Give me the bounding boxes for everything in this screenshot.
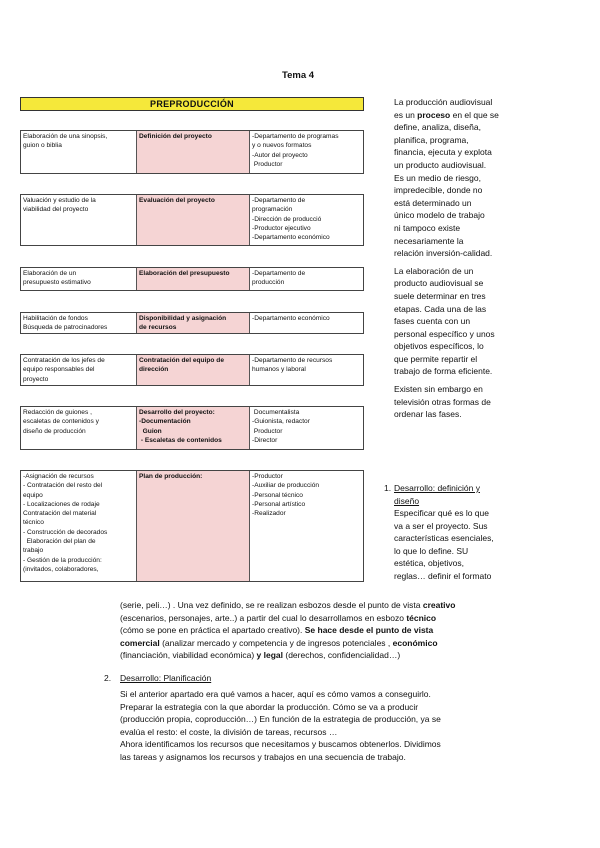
cell-line: Búsqueda de patrocinadores	[23, 324, 108, 332]
cell-line: -Departamento económico	[252, 315, 330, 322]
cell-line: y o nuevos formatos	[252, 142, 312, 150]
cell-line: viabilidad del proyecto	[23, 206, 89, 214]
cell-line: Elaboración del presupuesto	[139, 270, 230, 277]
section-1-continuation: (serie, peli…) . Una vez definido, se re realizan esbozos desde el punto de vista creativo (escenarios, personajes, arte..) a partir del cual lo desarrollamos en esbozo técnico (cómo se pone en práctica el apartado creativo). Se hace desde el punto de vista comercial (analizar mercado y competencia y de ingresos potenciales , económico (financiación, viabilidad económica) y legal (derechos, confidencialidad…)	[120, 600, 456, 661]
table-cell-col2	[137, 195, 250, 245]
cell-line: programación	[252, 206, 293, 214]
cell-line: -Departamento de recursos	[252, 357, 333, 364]
table-row	[20, 354, 364, 386]
cell-line: trabajo	[23, 547, 44, 555]
cell-line: Desarrollo del proyecto:	[139, 409, 215, 416]
cell-line: Elaboración de una sinopsis,	[23, 133, 108, 140]
table-cell-col2	[137, 471, 250, 581]
cell-line: -Departamento de	[252, 197, 306, 204]
cell-line: Documentalista	[252, 409, 300, 416]
side-text	[394, 96, 520, 426]
section-2-title: Desarrollo: Planificación	[120, 673, 212, 683]
table-row	[20, 194, 364, 246]
table-cell-col1	[21, 268, 137, 290]
stages-paragraph: La elaboración de un producto audiovisual se suele determinar en tres etapas. Cada una de las fases cuenta con un personal específico y unos objetivos específicos, lo que permite repartir el trabajo de forma eficiente.	[394, 265, 495, 377]
cell-line: -Productor	[252, 473, 283, 480]
cell-line: Valuación y estudio de la	[23, 197, 96, 204]
table-cell-col3	[250, 471, 363, 581]
cell-line: -Documentación	[139, 418, 191, 426]
cell-line: -Auxiliar de producción	[252, 482, 320, 490]
table-cell-col3	[250, 355, 363, 385]
cell-line: Evaluación del proyecto	[139, 197, 215, 204]
section-desarrollo-definicion: 1. Desarrollo: definición y diseño Especificar qué es lo que va a ser el proyecto. Sus características esenciales, lo que lo define. SU estética, objetivos, reglas… definir el formato	[384, 483, 494, 581]
cell-line: - Localizaciones de rodaje	[23, 500, 100, 508]
intro-paragraph: La producción audiovisual es un proceso en el que se define, analiza, diseña, planifica, programa, financia, ejecuta y explota un producto audiovisual. Es un medio de riesgo, impredecible, donde no está determinado un único modelo de trabajo ni tampoco existe necesariamente la relación inversión-calidad.	[394, 97, 499, 259]
cell-line: Contratación de los jefes de	[23, 357, 105, 364]
other-forms-paragraph: Existen sin embargo en televisión otras formas de ordenar las fases.	[394, 384, 491, 420]
cell-line: Productor	[252, 160, 283, 168]
cell-line: Elaboración de un	[23, 270, 77, 277]
cell-line: Habilitación de fondos	[23, 315, 88, 322]
section-1-title: Desarrollo: definición y	[394, 483, 480, 493]
cell-line: dirección	[139, 366, 169, 374]
cell-line: -Departamento de programas	[252, 133, 339, 140]
cell-line: escaletas de contenidos y	[23, 418, 99, 426]
cell-line: guion o biblia	[23, 142, 62, 150]
cell-line: Contratación del equipo de	[139, 357, 224, 364]
table-cell-col3	[250, 268, 363, 290]
cell-line: Contratación del material	[23, 510, 97, 518]
cell-line: técnico	[23, 519, 44, 527]
table-cell-col1	[21, 407, 137, 449]
table-row	[20, 267, 364, 291]
table-cell-col3	[250, 195, 363, 245]
table-cell-col3	[250, 407, 363, 449]
table-cell-col1	[21, 471, 137, 581]
cell-line: Guion	[139, 427, 162, 435]
cell-line: -Dirección de producció	[252, 215, 322, 223]
cell-line: -Autor del proyecto	[252, 151, 308, 159]
table-row	[20, 470, 364, 582]
page-title: Tema 4	[282, 70, 315, 81]
cell-line: Redacción de guiones ,	[23, 409, 92, 416]
cell-line: - Gestión de la producción:	[23, 556, 102, 564]
cell-line: proyecto	[23, 375, 49, 383]
table-cell-col1	[21, 195, 137, 245]
cell-line: presupuesto estimativo	[23, 279, 91, 287]
cell-line: Plan de producción:	[139, 473, 203, 480]
cell-line: - Construcción de decorados	[23, 528, 108, 536]
cell-line: -Productor ejecutivo	[252, 224, 311, 232]
cell-line: - Contratación del resto del	[23, 482, 103, 490]
section-2-body: Si el anterior apartado era qué vamos a hacer, aquí es cómo vamos a conseguirlo. Preparar la estrategia con la que abordar la producción. Cómo se va a producir (producción propia, coproducción…) En función de la estrategia de producción, ya se evalúa el resto: el coste, la división de tareas, recursos … Ahora identificamos los recursos que necesitamos y buscamos obtenerlos. Dividimos las tareas y asignamos los recursos y trabajos en una secuencia de trabajo.	[120, 689, 441, 762]
table-cell-col1	[21, 355, 137, 385]
table-cell-col3	[250, 313, 363, 333]
table-row	[20, 312, 364, 334]
cell-line: Definición del proyecto	[139, 133, 212, 140]
cell-line: -Asignación de recursos	[23, 473, 94, 480]
table-cell-col1	[21, 313, 137, 333]
table-row	[20, 130, 364, 174]
table-cell-col2	[137, 355, 250, 385]
table-cell-col2	[137, 131, 250, 173]
cell-line: -Personal artístico	[252, 500, 306, 508]
cell-line: Disponibilidad y asignación	[139, 315, 227, 322]
cell-line: producción	[252, 279, 285, 287]
cell-line: Elaboración del plan de	[23, 538, 96, 546]
cell-line: -Departamento económico	[252, 234, 330, 242]
cell-line: (invitados, colaboradores,	[23, 565, 99, 573]
table-cell-col2	[137, 407, 250, 449]
cell-line: de recursos	[139, 324, 177, 332]
cell-line: equipo responsables del	[23, 366, 95, 374]
table-cell-col1	[21, 131, 137, 173]
cell-line: -Personal técnico	[252, 491, 303, 499]
section-2-heading: 2. Desarrollo: Planificación	[104, 673, 212, 683]
cell-line: -Departamento de	[252, 270, 306, 277]
cell-line: -Director	[252, 436, 278, 444]
table-header-preproduccion: PREPRODUCCIÓN	[20, 97, 364, 111]
cell-line: diseño de producción	[23, 427, 86, 435]
table-cell-col2	[137, 313, 250, 333]
table-cell-col2	[137, 268, 250, 290]
cell-line: Productor	[252, 427, 283, 435]
table-row	[20, 406, 364, 450]
cell-line: - Escaletas de contenidos	[139, 436, 222, 444]
cell-line: humanos y laboral	[252, 366, 306, 374]
cell-line: equipo	[23, 491, 43, 499]
cell-line: -Realizador	[252, 510, 286, 518]
table-cell-col3	[250, 131, 363, 173]
cell-line: -Guionista, redactor	[252, 418, 310, 426]
